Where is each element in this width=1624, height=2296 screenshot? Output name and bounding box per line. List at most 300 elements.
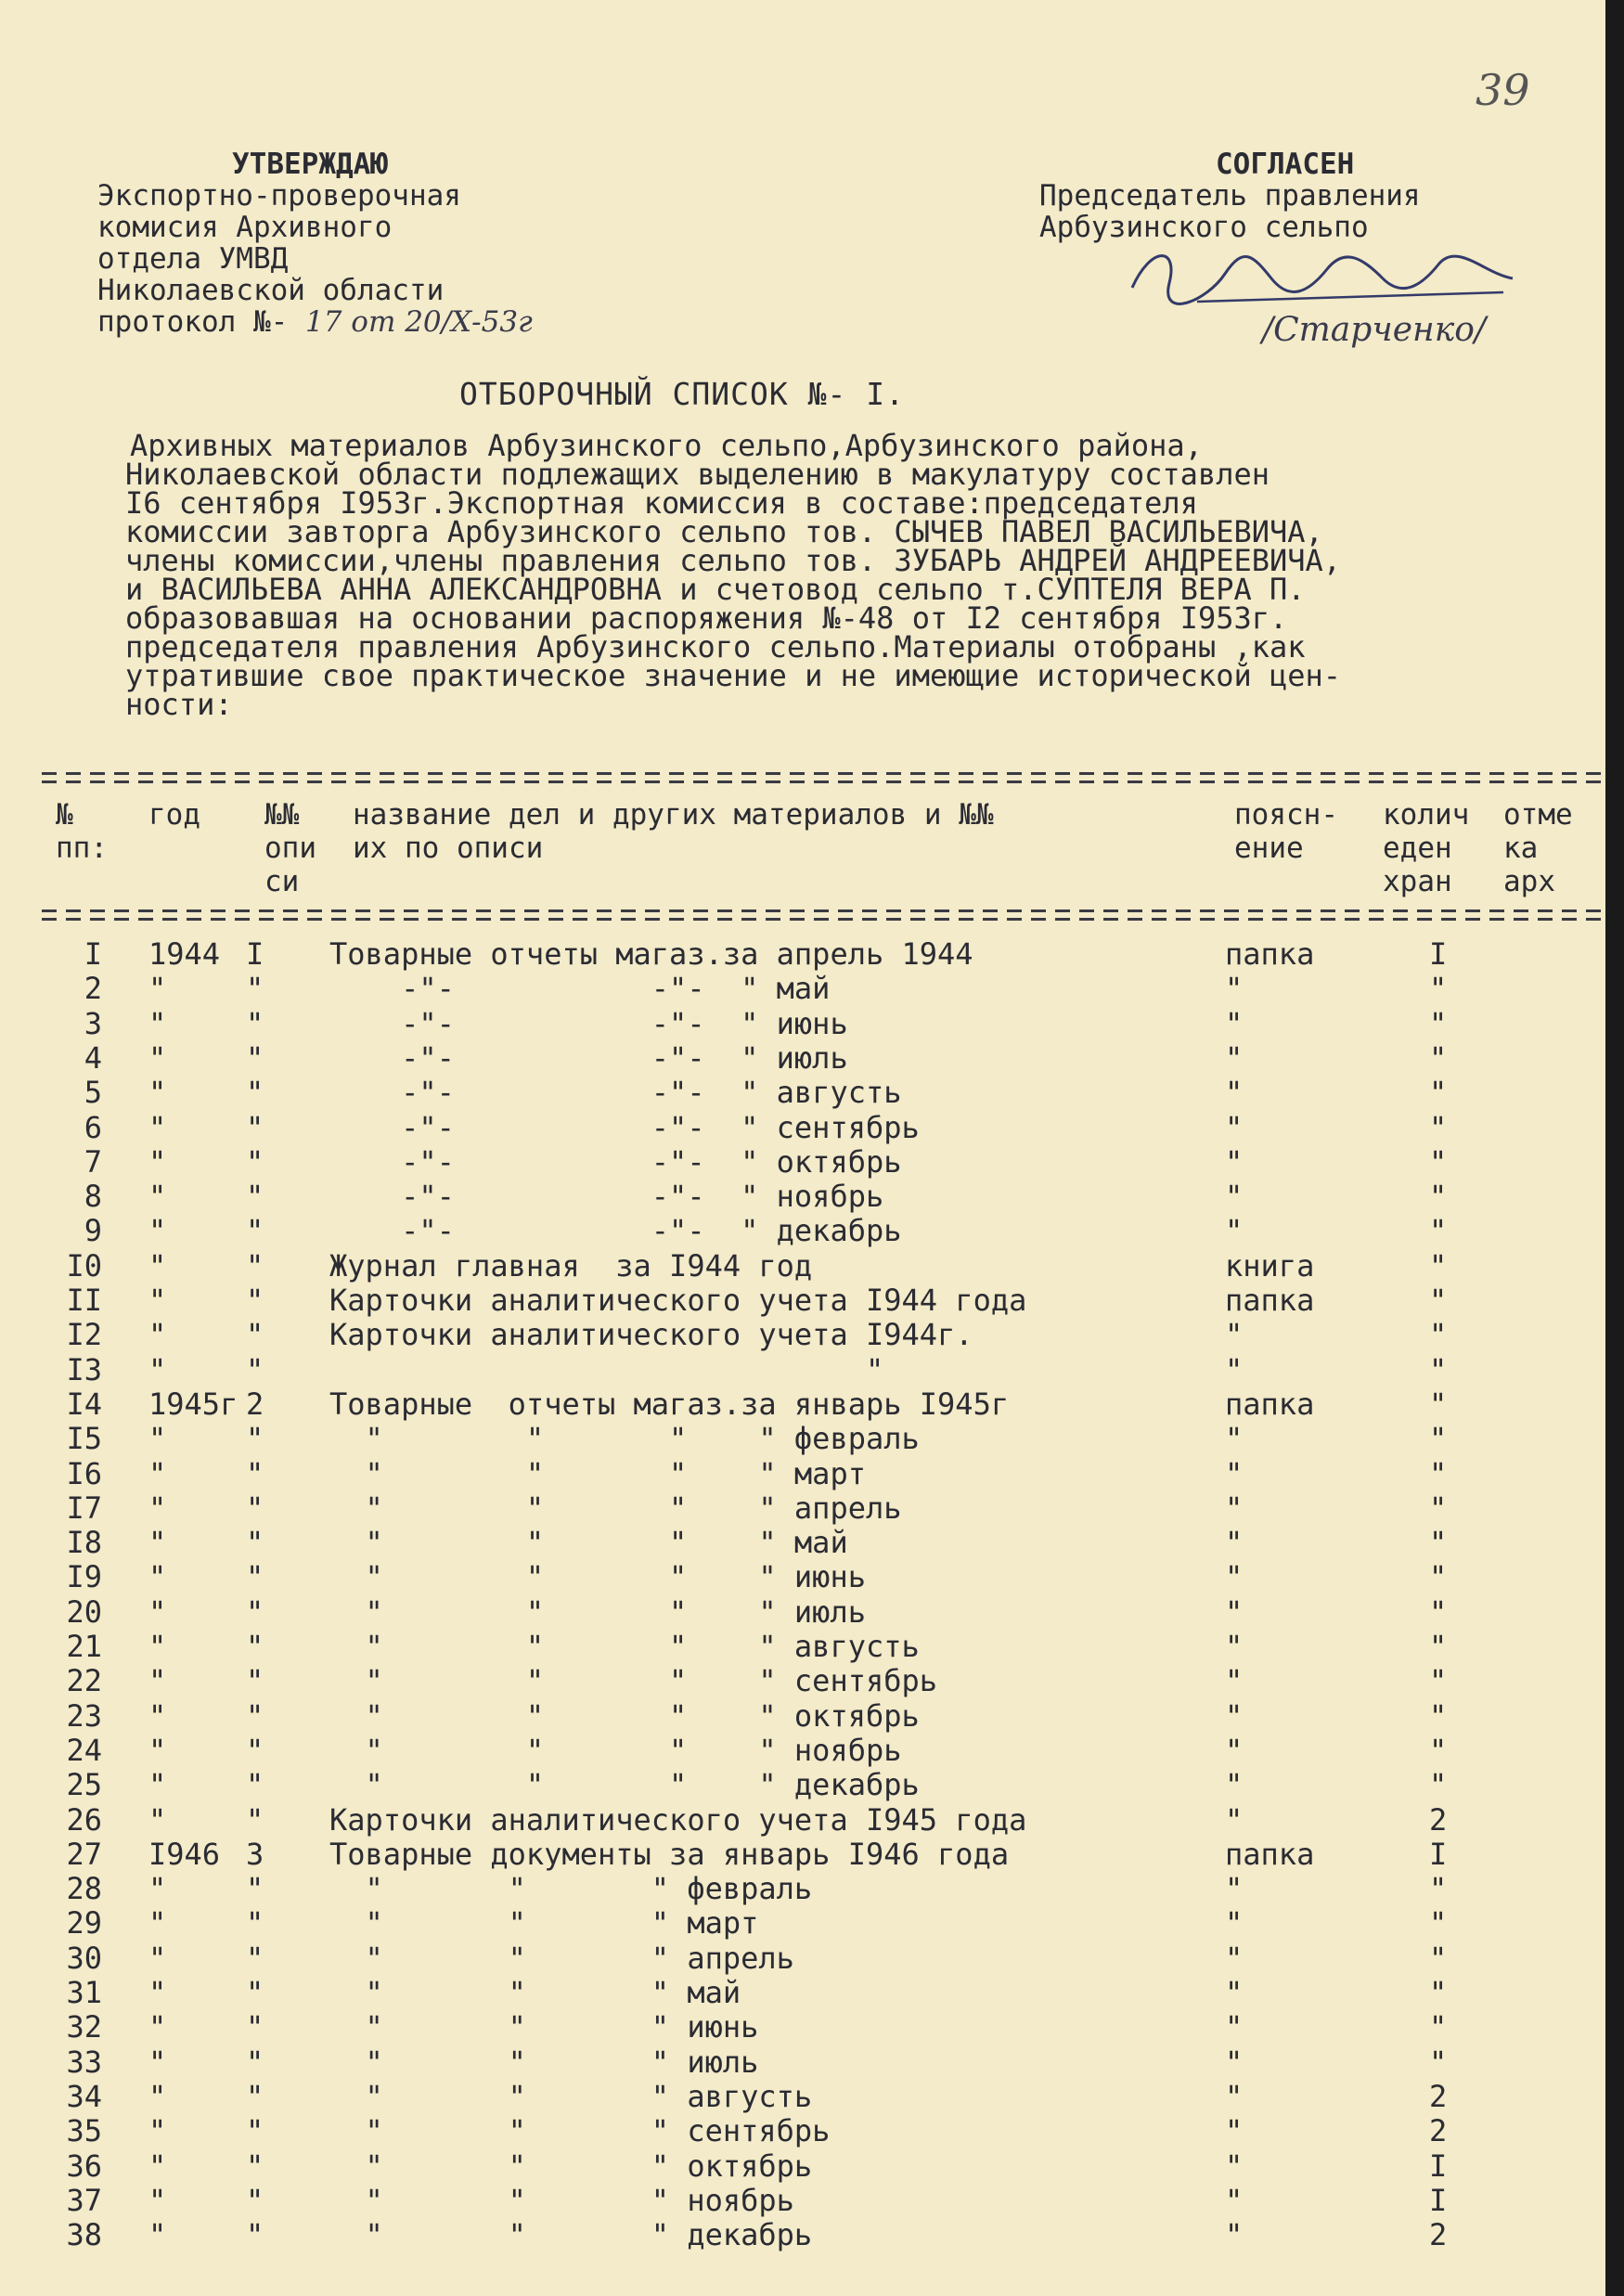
row-year: " (148, 1767, 167, 1803)
row-quantity: " (1429, 1317, 1448, 1353)
row-number: I2 (66, 1317, 102, 1353)
row-name: " " " декабрь (329, 2217, 813, 2253)
row-quantity: " (1429, 1421, 1448, 1457)
row-inventory: " (246, 1767, 264, 1803)
row-inventory: " (246, 1109, 264, 1145)
table-row (0, 2114, 1605, 2148)
table-row (0, 1630, 1605, 1664)
row-name: " " " октябрь (329, 2148, 813, 2184)
row-number: 4 (84, 1039, 102, 1076)
row-name: Товарные документы за январь I946 года (329, 1836, 1010, 1872)
approval-line: отдела УМВД (97, 242, 289, 276)
row-quantity: " (1429, 1905, 1448, 1941)
preamble-line: и ВАСИЛЬЕВА АННА АЛЕКСАНДРОВНА и счетовод сельпо т.СУПТЕЛЯ ВЕРА П. (125, 572, 1306, 607)
row-quantity: " (1429, 1109, 1448, 1145)
row-inventory: " (246, 1317, 264, 1353)
row-name: -"- -"- " декабрь (329, 1213, 902, 1249)
row-quantity: " (1429, 1940, 1448, 1976)
row-name: -"- -"- " августь (329, 1075, 902, 1111)
row-inventory: " (246, 1143, 264, 1180)
table-row (0, 1076, 1605, 1110)
table-row (0, 1734, 1605, 1768)
signer-name: /Старченко/ (1262, 311, 1487, 349)
row-inventory: " (246, 2182, 264, 2218)
row-quantity: " (1429, 1629, 1448, 1664)
row-note: " (1225, 1905, 1244, 1941)
row-year: " (148, 1629, 167, 1664)
row-inventory: " (246, 1593, 264, 1630)
row-note: " (1225, 1697, 1244, 1734)
row-inventory: " (246, 1525, 264, 1561)
row-note: " (1225, 971, 1244, 1007)
table-row (0, 1457, 1605, 1491)
row-name: " " " февраль (329, 1871, 813, 1907)
row-name: -"- -"- " ноябрь (329, 1179, 884, 1215)
approval-block (97, 148, 533, 338)
row-name: -"- -"- " октябрь (329, 1143, 902, 1180)
table-row (0, 1838, 1605, 1872)
row-number: 31 (66, 1975, 102, 2010)
row-inventory: " (246, 971, 264, 1007)
table-row (0, 972, 1605, 1006)
table-row (0, 1318, 1605, 1352)
table-row (0, 1353, 1605, 1387)
preamble-line: утратившие свое практическое значение и не имеющие исторической цен- (125, 658, 1342, 693)
header-note: поясн- ение (1234, 798, 1338, 865)
row-number: I8 (66, 1525, 102, 1561)
row-note: " (1225, 2113, 1244, 2149)
row-number: 22 (66, 1663, 102, 1699)
row-number: 32 (66, 2009, 102, 2045)
row-note: " (1225, 2078, 1244, 2114)
table-row (0, 1180, 1605, 1214)
row-name: -"- -"- " сентябрь (329, 1109, 920, 1145)
row-note: " (1225, 1143, 1244, 1180)
row-quantity: 2 (1429, 2078, 1448, 2114)
row-year: " (148, 1559, 167, 1595)
row-inventory: " (246, 1905, 264, 1941)
table-row (0, 1976, 1605, 2010)
row-name: " " " " апрель (329, 1490, 902, 1526)
row-number: 28 (66, 1871, 102, 1907)
row-number: 38 (66, 2217, 102, 2253)
row-inventory: " (246, 1179, 264, 1215)
table-row (0, 1699, 1605, 1734)
row-quantity: " (1429, 1697, 1448, 1734)
row-quantity: I (1429, 2182, 1448, 2218)
approval-line: комисия Архивного (97, 211, 393, 244)
row-note: " (1225, 2182, 1244, 2218)
row-inventory: " (246, 2044, 264, 2080)
row-name: -"- -"- " июль (329, 1039, 848, 1076)
row-year: " (148, 1075, 167, 1111)
table-row (0, 1595, 1605, 1630)
row-inventory: " (246, 1351, 264, 1387)
row-quantity: " (1429, 1005, 1448, 1041)
row-quantity: " (1429, 1455, 1448, 1491)
row-inventory: " (246, 1975, 264, 2010)
row-name: Карточки аналитического учета I944г. (329, 1317, 973, 1353)
row-inventory: " (246, 1697, 264, 1734)
row-note: " (1225, 1663, 1244, 1699)
row-quantity: " (1429, 1386, 1448, 1422)
row-year: " (148, 2182, 167, 2218)
protocol-prefix: протокол №- (97, 305, 289, 339)
table-row (0, 1422, 1605, 1456)
row-name: Товарные отчеты магаз.за апрель 1944 (329, 936, 973, 972)
table-row (0, 1007, 1605, 1041)
row-inventory: " (246, 1075, 264, 1111)
row-note: " (1225, 1975, 1244, 2010)
row-year: " (148, 2148, 167, 2184)
row-number: 8 (84, 1179, 102, 1215)
row-number: I6 (66, 1455, 102, 1491)
protocol-line (97, 306, 533, 338)
row-quantity: I (1429, 936, 1448, 972)
row-number: 5 (84, 1075, 102, 1111)
row-year: " (148, 2078, 167, 2114)
row-inventory: 2 (246, 1386, 264, 1422)
row-note: " (1225, 1351, 1244, 1387)
row-quantity: " (1429, 1039, 1448, 1076)
row-name: -"- -"- " май (329, 971, 831, 1007)
row-note: книга (1225, 1247, 1315, 1283)
row-name: " " " " ноябрь (329, 1732, 902, 1768)
row-year: " (148, 1732, 167, 1768)
table-row (0, 1283, 1605, 1318)
row-number: I3 (66, 1351, 102, 1387)
row-note: " (1225, 1455, 1244, 1491)
table-row (0, 2045, 1605, 2080)
row-note: " (1225, 2217, 1244, 2253)
row-year: " (148, 1247, 167, 1283)
agreement-block (1039, 148, 1421, 243)
row-number: 9 (84, 1213, 102, 1249)
row-quantity: " (1429, 1975, 1448, 2010)
row-number: 26 (66, 1801, 102, 1838)
row-year: " (148, 1975, 167, 2010)
row-quantity: " (1429, 2044, 1448, 2080)
row-year: " (148, 1905, 167, 1941)
preamble-line: Архивных материалов Арбузинского сельпо,Арбузинского района, (130, 428, 1203, 463)
row-quantity: " (1429, 2009, 1448, 2045)
row-year: 1944 (148, 936, 221, 972)
row-number: 2 (84, 971, 102, 1007)
row-inventory: I (246, 936, 264, 972)
row-note: " (1225, 2148, 1244, 2184)
table-row (0, 1111, 1605, 1145)
row-note: " (1225, 2044, 1244, 2080)
row-number: 35 (66, 2113, 102, 2149)
row-quantity: 2 (1429, 1801, 1448, 1838)
row-year: " (148, 1143, 167, 1180)
row-name: " " " " февраль (329, 1421, 920, 1457)
row-inventory: " (246, 1039, 264, 1076)
row-year: " (148, 1421, 167, 1457)
table-row (0, 1526, 1605, 1560)
row-quantity: " (1429, 1593, 1448, 1630)
row-name: -"- -"- " июнь (329, 1005, 848, 1041)
row-name: " " " " сентябрь (329, 1663, 938, 1699)
row-number: I4 (66, 1386, 102, 1422)
row-note: " (1225, 2009, 1244, 2045)
row-year: " (148, 971, 167, 1007)
row-note: " (1225, 1075, 1244, 1111)
row-inventory: 3 (246, 1836, 264, 1872)
row-note: папка (1225, 1283, 1315, 1318)
row-year: " (148, 1525, 167, 1561)
header-archive-mark: отме ка арх (1503, 798, 1573, 898)
table-row (0, 1387, 1605, 1422)
row-inventory: " (246, 1629, 264, 1664)
table-row (0, 1803, 1605, 1838)
row-note: " (1225, 1559, 1244, 1595)
row-year: " (148, 1179, 167, 1215)
preamble-line: члены комиссии,члены правления сельпо тов. ЗУБАРЬ АНДРЕЙ АНДРЕЕВИЧА, (125, 543, 1342, 578)
row-number: 30 (66, 1940, 102, 1976)
row-number: 3 (84, 1005, 102, 1041)
row-name: " (329, 1351, 884, 1387)
row-number: 20 (66, 1593, 102, 1630)
row-note: " (1225, 1421, 1244, 1457)
row-quantity: " (1429, 1351, 1448, 1387)
agreement-line: Арбузинского сельпо (1039, 211, 1369, 244)
row-quantity: " (1429, 1767, 1448, 1803)
row-inventory: " (246, 1732, 264, 1768)
row-inventory: " (246, 1940, 264, 1976)
row-name: " " " " июнь (329, 1559, 866, 1595)
row-year: 1945г (148, 1386, 238, 1422)
row-quantity: " (1429, 1732, 1448, 1768)
row-quantity: " (1429, 971, 1448, 1007)
row-note: " (1225, 1109, 1244, 1145)
header-inventory: №№ опи си (264, 798, 316, 898)
row-note: " (1225, 1005, 1244, 1041)
row-name: " " " " декабрь (329, 1767, 920, 1803)
row-year: " (148, 1593, 167, 1630)
row-name: " " " ноябрь (329, 2182, 794, 2218)
table-row (0, 937, 1605, 972)
preamble-line: образовавшая на основании распоряжения №-48 от I2 сентября I953г. (125, 600, 1288, 636)
row-inventory: " (246, 1455, 264, 1491)
row-year: " (148, 1039, 167, 1076)
row-quantity: " (1429, 1179, 1448, 1215)
row-quantity: I (1429, 1836, 1448, 1872)
preamble-line: I6 сентября I953г.Экспортная комиссия в составе:председателя (125, 485, 1198, 521)
row-name: Товарные отчеты магаз.за январь I945г (329, 1386, 1010, 1422)
row-name: Карточки аналитического учета I945 года (329, 1801, 1027, 1838)
preamble-line: ности: (125, 687, 233, 722)
row-quantity: " (1429, 1525, 1448, 1561)
row-year: " (148, 1351, 167, 1387)
row-inventory: " (246, 1559, 264, 1595)
row-name: " " " " март (329, 1455, 866, 1491)
row-inventory: " (246, 1421, 264, 1457)
header-year: год (148, 798, 200, 832)
row-quantity: " (1429, 1247, 1448, 1283)
row-quantity: " (1429, 1559, 1448, 1595)
table-row (0, 1560, 1605, 1594)
document-title: ОТБОРОЧНЫЙ СПИСОК №- I. (459, 376, 905, 412)
row-number: II (66, 1283, 102, 1318)
row-number: 29 (66, 1905, 102, 1941)
row-note: " (1225, 1940, 1244, 1976)
table-row (0, 1214, 1605, 1248)
row-number: 36 (66, 2148, 102, 2184)
row-year: " (148, 1697, 167, 1734)
row-inventory: " (246, 1283, 264, 1318)
row-number: 7 (84, 1143, 102, 1180)
row-quantity: 2 (1429, 2113, 1448, 2149)
row-inventory: " (246, 1005, 264, 1041)
folio-number: 39 (1476, 65, 1530, 115)
row-number: I9 (66, 1559, 102, 1595)
row-inventory: " (246, 2217, 264, 2253)
row-inventory: " (246, 1247, 264, 1283)
row-quantity: I (1429, 2148, 1448, 2184)
row-inventory: " (246, 1871, 264, 1907)
row-name: " " " март (329, 1905, 759, 1941)
row-quantity: " (1429, 1490, 1448, 1526)
row-number: 34 (66, 2078, 102, 2114)
row-name: " " " май (329, 1975, 741, 2010)
preamble-line: Николаевской области подлежащих выделению в макулатуру составлен (125, 457, 1270, 492)
row-inventory: " (246, 2113, 264, 2149)
scan-border (1605, 0, 1624, 2296)
row-note: " (1225, 1039, 1244, 1076)
table-row (0, 2218, 1605, 2252)
row-number: 37 (66, 2182, 102, 2218)
approval-line: Экспортно-проверочная (97, 179, 461, 213)
row-name: " " " июнь (329, 2009, 759, 2045)
table-row (0, 1906, 1605, 1941)
row-quantity: 2 (1429, 2217, 1448, 2253)
row-note: " (1225, 1732, 1244, 1768)
row-name: " " " " май (329, 1525, 848, 1561)
row-year: " (148, 1663, 167, 1699)
row-year: " (148, 1213, 167, 1249)
row-quantity: " (1429, 1871, 1448, 1907)
row-number: I0 (66, 1247, 102, 1283)
table-row (0, 2149, 1605, 2184)
row-note: папка (1225, 1836, 1315, 1872)
approval-line: Николаевской области (97, 274, 445, 307)
protocol-handwritten: 17 от 20/Х-53г (304, 305, 533, 339)
row-year: " (148, 2044, 167, 2080)
row-name: Журнал главная за I944 год (329, 1247, 813, 1283)
row-inventory: " (246, 1801, 264, 1838)
agreement-heading: СОГЛАСЕН (1216, 148, 1355, 181)
table-row (0, 2184, 1605, 2218)
row-note: " (1225, 1593, 1244, 1630)
table-row (0, 1041, 1605, 1076)
row-name: Карточки аналитического учета I944 года (329, 1283, 1027, 1318)
row-number: 33 (66, 2044, 102, 2080)
header-quantity: колич еден хран (1383, 798, 1470, 898)
row-name: " " " июль (329, 2044, 759, 2080)
row-note: " (1225, 1801, 1244, 1838)
row-year: " (148, 1801, 167, 1838)
row-number: 27 (66, 1836, 102, 1872)
header-number: № пп: (56, 798, 108, 865)
row-inventory: " (246, 2148, 264, 2184)
row-note: " (1225, 1629, 1244, 1664)
row-year: " (148, 1283, 167, 1318)
row-inventory: " (246, 1490, 264, 1526)
table-row (0, 1768, 1605, 1802)
row-year: " (148, 1005, 167, 1041)
approval-heading: УТВЕРЖДАЮ (232, 148, 388, 181)
row-year: " (148, 2009, 167, 2045)
preamble-line: комиссии завторга Арбузинского сельпо тов. СЫЧЕВ ПАВЕЛ ВАСИЛЬЕВИЧА, (125, 514, 1323, 549)
row-year: " (148, 1455, 167, 1491)
row-quantity: " (1429, 1663, 1448, 1699)
row-inventory: " (246, 2078, 264, 2114)
row-year: I946 (148, 1836, 221, 1872)
row-year: " (148, 1490, 167, 1526)
row-year: " (148, 2217, 167, 2253)
row-year: " (148, 1109, 167, 1145)
row-number: I5 (66, 1421, 102, 1457)
row-note: " (1225, 1525, 1244, 1561)
table-row (0, 1491, 1605, 1526)
table-row (0, 1664, 1605, 1698)
table-top-rule (42, 772, 1610, 785)
row-year: " (148, 2113, 167, 2149)
row-note: папка (1225, 1386, 1315, 1422)
row-inventory: " (246, 1213, 264, 1249)
preamble-line: председателя правления Арбузинского сельпо.Материалы отобраны ,как (125, 629, 1306, 664)
signature-image (1114, 237, 1522, 320)
table-row (0, 2010, 1605, 2044)
row-inventory: " (246, 1663, 264, 1699)
table-row (0, 2080, 1605, 2114)
row-number: 24 (66, 1732, 102, 1768)
row-quantity: " (1429, 1283, 1448, 1318)
row-note: " (1225, 1767, 1244, 1803)
row-name: " " " сентябрь (329, 2113, 831, 2149)
row-name: " " " августь (329, 2078, 813, 2114)
row-number: 23 (66, 1697, 102, 1734)
row-year: " (148, 1871, 167, 1907)
row-quantity: " (1429, 1213, 1448, 1249)
preamble-text (125, 428, 1587, 722)
row-number: 25 (66, 1767, 102, 1803)
row-number: I7 (66, 1490, 102, 1526)
row-note: папка (1225, 936, 1315, 972)
row-name: " " " " октябрь (329, 1697, 920, 1734)
row-note: " (1225, 1490, 1244, 1526)
table-row (0, 1941, 1605, 1976)
header-name: название дел и других материалов и №№ их по описи (353, 798, 994, 865)
row-note: " (1225, 1179, 1244, 1215)
row-year: " (148, 1317, 167, 1353)
table-row (0, 1145, 1605, 1180)
row-name: " " " " июль (329, 1593, 866, 1630)
row-inventory: " (246, 2009, 264, 2045)
agreement-line: Председатель правления (1039, 179, 1421, 213)
row-name: " " " " августь (329, 1629, 920, 1664)
row-quantity: " (1429, 1143, 1448, 1180)
row-note: " (1225, 1317, 1244, 1353)
table-row (0, 1249, 1605, 1283)
table-row (0, 1872, 1605, 1906)
row-name: " " " апрель (329, 1940, 794, 1976)
row-number: 6 (84, 1109, 102, 1145)
row-quantity: " (1429, 1075, 1448, 1111)
row-number: I (84, 936, 102, 972)
row-number: 21 (66, 1629, 102, 1664)
